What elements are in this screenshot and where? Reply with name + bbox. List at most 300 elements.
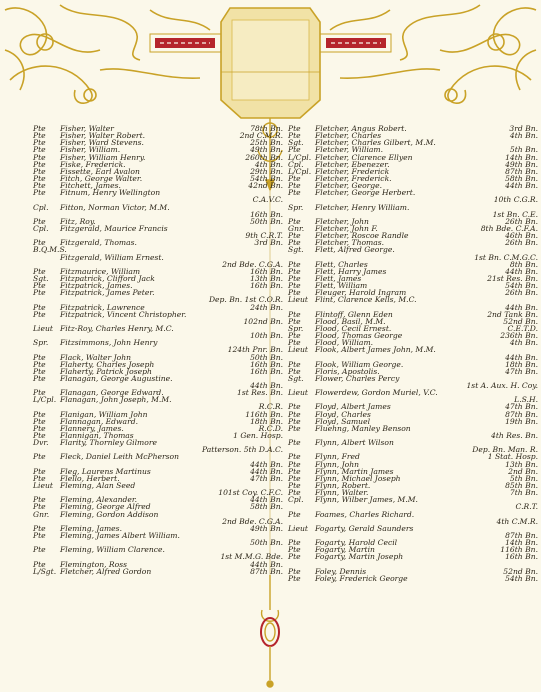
entry-name: Fletcher, Charles Gilbert, M.M.	[315, 138, 436, 148]
entry-name: Flynn, Michael Joseph	[315, 473, 401, 483]
roll-entry	[288, 496, 538, 503]
entry-rank: Pte	[33, 166, 46, 176]
entry-name: Fitton, Norman Victor, M.M.	[60, 202, 170, 212]
entry-rank: Pte	[288, 573, 301, 583]
entry-rank: Pte	[288, 438, 301, 448]
entry-name: Fleming, Alexander.	[60, 495, 138, 505]
entry-rank: Pte	[288, 338, 301, 348]
entry-name: Fleming, Gordon Addison	[60, 509, 159, 519]
entry-rank: Pte	[288, 481, 301, 491]
entry-unit: 13th Bn.	[505, 459, 538, 469]
entry-unit: 50th Bn.	[250, 538, 283, 548]
entry-rank: Spr.	[288, 202, 304, 212]
entry-rank: Pte	[288, 231, 301, 241]
entry-rank: Dvr.	[33, 438, 49, 448]
entry-rank: Pte	[288, 359, 301, 369]
central-plaque	[221, 8, 320, 118]
entry-name: Flood, William.	[315, 338, 374, 348]
entry-name: Floris, Apostolis.	[315, 366, 380, 376]
entry-unit: 4th C.M.R.	[496, 516, 538, 526]
entry-name: Fogarty, Harold Cecil	[315, 538, 398, 548]
entry-rank: L/Cpl.	[33, 395, 57, 405]
entry-name: Fletcher, George.	[315, 181, 383, 191]
entry-name: Fleming, George Alfred	[60, 502, 151, 512]
entry-unit: 16th Bn.	[250, 209, 283, 219]
entry-name: Flett, Alfred George.	[315, 245, 395, 255]
entry-unit: 4th Bn.	[509, 131, 538, 141]
entry-name: Fogarty, Martin Joseph	[315, 552, 404, 562]
entry-rank: Pte	[33, 423, 46, 433]
entry-rank: Pte	[288, 281, 301, 291]
entry-name: Flett, Harry James	[315, 266, 387, 276]
entry-unit: 2nd Bde. C.G.A.	[222, 259, 283, 269]
entry-unit: 2nd C.M.R.	[239, 131, 283, 141]
entry-name: Foley, Frederick George	[315, 573, 408, 583]
roll-entry	[288, 553, 538, 560]
entry-name: Fissette, Earl Avalon	[60, 166, 140, 176]
entry-unit: 87th Bn.	[250, 566, 283, 576]
entry-rank: Pte	[288, 538, 301, 548]
entry-unit: 24th Bn.	[250, 302, 283, 312]
entry-rank: Pte	[288, 238, 301, 248]
entry-name: Fleming, Alan Seed	[60, 481, 136, 491]
entry-rank: Pte	[288, 545, 301, 555]
entry-name: Fisher, William Henry.	[60, 152, 146, 162]
entry-rank: Lieut	[288, 345, 308, 355]
entry-unit: C.R.T.	[515, 502, 538, 512]
entry-unit: 1st Bn. C.E.	[492, 209, 538, 219]
left-column	[33, 125, 283, 575]
entry-name: Floyd, Charles	[315, 409, 371, 419]
entry-rank: Pte	[33, 188, 46, 198]
entry-name: Fletcher, John F.	[315, 223, 378, 233]
entry-unit: 78th Bn.	[250, 124, 283, 133]
roll-entry	[33, 375, 283, 382]
entry-unit: 58th Bn.	[250, 502, 283, 512]
entry-rank: Pte	[288, 259, 301, 269]
entry-rank: Pte	[33, 152, 46, 162]
entry-name: Fitz-Roy, Charles Henry, M.C.	[60, 323, 174, 333]
entry-name: Flynn, Wilber James, M.M.	[315, 495, 418, 505]
entry-rank: Pte	[33, 388, 46, 398]
entry-name: Fitch, George Walter.	[60, 173, 143, 183]
entry-unit: 236th Bn.	[500, 331, 538, 341]
entry-unit: 1st Bn. C.M.G.C.	[474, 252, 538, 262]
entry-name: Fletcher, Clarence Ellyen	[315, 152, 413, 162]
entry-unit: Patterson. 5th D.A.C.	[202, 445, 283, 455]
entry-name: Flynn, John	[315, 459, 359, 469]
entry-unit: 116th Bn.	[245, 409, 283, 419]
entry-name: Fitzgerald, William Ernest.	[60, 252, 164, 262]
entry-unit: 47th Bn.	[505, 402, 538, 412]
entry-unit: 19th Bn.	[505, 416, 538, 426]
entry-unit: 14th Bn.	[505, 538, 538, 548]
roll-entry	[33, 453, 283, 460]
entry-unit: 16th Bn.	[250, 366, 283, 376]
entry-rank: Pte	[288, 366, 301, 376]
entry-unit: 116th Bn.	[500, 545, 538, 555]
entry-rank: Pte	[33, 131, 46, 141]
entry-rank: Pte	[288, 331, 301, 341]
right-scroll-ornament	[330, 5, 536, 103]
entry-unit: 87th Bn.	[505, 409, 538, 419]
bottom-pendant-ornament	[261, 575, 279, 687]
entry-unit: 4th Bn.	[254, 159, 283, 169]
entry-unit: 124th Pnr. Bn.	[227, 345, 283, 355]
entry-name: Fitzmaurice, William	[60, 266, 141, 276]
entry-rank: Gnr.	[288, 223, 305, 233]
entry-rank: Pte	[288, 452, 301, 462]
entry-rank: Pte	[288, 566, 301, 576]
entry-name: Flaherty, Charles Joseph	[60, 359, 155, 369]
entry-unit: 1st A. Aux. H. Coy.	[466, 381, 538, 391]
entry-name: Fletcher, Henry William.	[315, 202, 410, 212]
entry-rank: Pte	[288, 409, 301, 419]
entry-rank: Pte	[33, 238, 46, 248]
entry-unit: 102nd Bn.	[243, 316, 283, 326]
entry-name: Fletcher, Frederick.	[315, 173, 392, 183]
entry-name: Flynn, Martin James	[315, 466, 394, 476]
entry-name: Fitzpatrick, Clifford Jack	[60, 273, 155, 283]
entry-name: Fluehng, Manley Benson	[315, 423, 411, 433]
entry-name: Flood, Cecil Ernest.	[315, 323, 392, 333]
entry-rank: Pte	[33, 416, 46, 426]
entry-rank: Pte	[288, 316, 301, 326]
entry-unit: 4th Bn.	[509, 338, 538, 348]
entry-unit: 58th Bn.	[505, 173, 538, 183]
entry-name: Flowerdew, Gordon Muriel, V.C.	[315, 388, 438, 398]
entry-unit: 16th Bn.	[505, 552, 538, 562]
entry-name: Fisher, Walter Robert.	[60, 131, 146, 141]
entry-rank: Pte	[33, 431, 46, 441]
entry-unit: 8th Bde. C.F.A.	[480, 223, 538, 233]
entry-unit: C.A.V.C.	[252, 195, 283, 205]
entry-rank: Pte	[33, 466, 46, 476]
entry-rank: Pte	[288, 124, 301, 133]
entry-rank: Pte	[288, 423, 301, 433]
entry-unit: 1st Res. Bn.	[236, 388, 283, 398]
entry-unit: 5th Bn.	[509, 473, 538, 483]
entry-rank: Pte	[288, 266, 301, 276]
entry-rank: Pte	[33, 495, 46, 505]
roll-entry	[33, 325, 283, 332]
entry-name: Fitzpatrick, James Peter.	[60, 288, 155, 298]
entry-name: Flanagan, George Edward.	[60, 388, 164, 398]
entry-unit: 47th Bn.	[250, 473, 283, 483]
entry-name: Fitchett, James.	[60, 181, 121, 191]
entry-name: Flynn, Albert Wilson	[315, 438, 394, 448]
entry-name: Fletcher, Roscoe Randle	[315, 231, 409, 241]
entry-unit: 44th Bn.	[250, 381, 283, 391]
entry-name: Flood, Thomas George	[315, 331, 403, 341]
entry-unit: 3rd Bn.	[254, 238, 283, 248]
right-column	[288, 125, 538, 582]
entry-rank: Pte	[33, 473, 46, 483]
entry-name: Fitnum, Henry Wellington	[60, 188, 161, 198]
entry-unit: L.S.H.	[514, 395, 538, 405]
entry-rank: Pte	[288, 216, 301, 226]
entry-unit: 26th Bn.	[505, 288, 538, 298]
entry-name: Fletcher, Angus Robert.	[315, 124, 407, 133]
entry-unit: 21st Res. Bn.	[487, 273, 538, 283]
entry-unit: 4th Res. Bn.	[490, 431, 538, 441]
entry-unit: 44th Bn.	[250, 459, 283, 469]
entry-rank: Sgt.	[33, 273, 49, 283]
roll-entry	[288, 525, 538, 532]
entry-unit: 26th Bn.	[505, 238, 538, 248]
entry-rank: Pte	[33, 173, 46, 183]
entry-unit: 54th Bn.	[250, 173, 283, 183]
entry-rank: Sgt.	[288, 138, 304, 148]
entry-unit: 16th Bn.	[250, 359, 283, 369]
entry-rank: Cpl.	[33, 202, 49, 212]
entry-rank: Pte	[288, 145, 301, 155]
entry-unit: Dep. Bn. Man. R.	[472, 445, 538, 455]
entry-rank: Pte	[288, 402, 301, 412]
entry-unit: 25th Bn.	[250, 138, 283, 148]
entry-name: Fletcher, John	[315, 216, 369, 226]
entry-unit: C.E.T.D.	[507, 323, 538, 333]
entry-rank: Pte	[33, 352, 46, 362]
entry-unit: 44th Bn.	[505, 302, 538, 312]
entry-unit: 54th Bn.	[505, 281, 538, 291]
entry-rank: Pte	[33, 302, 46, 312]
entry-name: Flynn, Fred	[315, 452, 360, 462]
entry-name: Fleuger, Harold Ingram	[315, 288, 407, 298]
entry-unit: 44th Bn.	[505, 181, 538, 191]
entry-rank: Pte	[33, 181, 46, 191]
roll-entry	[288, 575, 538, 582]
entry-name: Flemington, Ross	[60, 559, 127, 569]
entry-unit: 47th Bn.	[505, 366, 538, 376]
entry-rank: Pte	[33, 545, 46, 555]
entry-unit: 29th Bn.	[250, 166, 283, 176]
entry-unit: 10th C.G.R.	[493, 195, 538, 205]
entry-unit: 49th Bn.	[250, 145, 283, 155]
roll-entry	[33, 568, 283, 575]
entry-name: Flanagan, George Augustine.	[60, 373, 173, 383]
roll-entry	[288, 346, 538, 353]
entry-unit: 1 Stat. Hosp.	[487, 452, 538, 462]
entry-rank: Sgt.	[288, 373, 304, 383]
entry-name: Flynn, Walter.	[315, 488, 369, 498]
entry-name: Foley, Dennis	[315, 566, 367, 576]
entry-unit: 50th Bn.	[250, 216, 283, 226]
entry-unit: 49th Bn.	[505, 159, 538, 169]
entry-name: Flower, Charles Percy	[315, 373, 400, 383]
entry-name: Flarity, Thornley Gilmore	[60, 438, 157, 448]
entry-unit: 9th C.R.T.	[245, 231, 283, 241]
entry-unit: R.C.D.	[258, 423, 283, 433]
entry-rank: Pte	[33, 288, 46, 298]
entry-rank: Pte	[288, 188, 301, 198]
entry-rank: Pte	[33, 452, 46, 462]
entry-name: Floyd, Samuel	[315, 416, 370, 426]
entry-unit: 101st Coy. C.F.C.	[218, 488, 283, 498]
entry-name: Flood, Basil, M.M.	[315, 316, 386, 326]
entry-name: Fogarty, Gerald Saunders	[315, 523, 414, 533]
entry-rank: Cpl.	[288, 159, 304, 169]
entry-unit: 44th Bn.	[505, 266, 538, 276]
entry-rank: Pte	[33, 281, 46, 291]
entry-unit: 42nd Bn.	[248, 181, 283, 191]
entry-unit: 14th Bn.	[505, 152, 538, 162]
entry-rank: Spr.	[288, 323, 304, 333]
entry-name: Fisher, Walter	[60, 124, 114, 133]
entry-name: Fletcher, William.	[315, 145, 384, 155]
entry-rank: B.Q.M.S.	[33, 245, 67, 255]
entry-rank: Pte	[33, 523, 46, 533]
entry-name: Fitzpatrick, James.	[60, 281, 133, 291]
entry-name: Fisher, Ward Stevens.	[60, 138, 144, 148]
roll-entry	[33, 396, 283, 403]
entry-rank: Pte	[33, 138, 46, 148]
entry-name: Fletcher, Frederick	[315, 166, 390, 176]
entry-name: Fletcher, Thomas.	[315, 238, 385, 248]
entry-rank: Spr.	[33, 338, 49, 348]
entry-unit: 44th Bn.	[250, 495, 283, 505]
entry-rank: Pte	[33, 531, 46, 541]
entry-rank: Sgt.	[288, 245, 304, 255]
entry-name: Flintoff, Glenn Eden	[315, 309, 393, 319]
entry-rank: Pte	[33, 359, 46, 369]
roll-entry	[33, 532, 283, 539]
entry-rank: L/Cpl.	[288, 152, 312, 162]
entry-rank: L/Sgt.	[33, 566, 57, 576]
entry-unit: 3rd Bn.	[509, 124, 538, 133]
entry-name: Flynn, Robert.	[315, 481, 371, 491]
entry-name: Flaherty, Patrick Joseph	[60, 366, 152, 376]
entry-name: Fleg, Laurens Martinus	[60, 466, 151, 476]
entry-name: Fletcher, Alfred Gordon	[60, 566, 152, 576]
entry-unit: Dep. Bn. 1st C.O.R.	[208, 295, 283, 305]
entry-name: Fleming, James Albert William.	[60, 531, 180, 541]
entry-name: Flett, Charles	[315, 259, 368, 269]
entry-name: Fleming, William Clarence.	[60, 545, 165, 555]
roll-entry	[288, 296, 538, 303]
entry-rank: Pte	[288, 173, 301, 183]
entry-unit: 26th Bn.	[505, 216, 538, 226]
entry-rank: Pte	[33, 559, 46, 569]
entry-rank: Lieut	[288, 523, 308, 533]
entry-rank: Pte	[288, 509, 301, 519]
entry-name: Fitzgerald, Thomas.	[60, 238, 137, 248]
entry-unit: 260th Bn.	[245, 152, 283, 162]
entry-unit: 1st M.M.G. Bde.	[220, 552, 283, 562]
entry-name: Flannery, James.	[60, 423, 124, 433]
entry-rank: Pte	[288, 466, 301, 476]
entry-rank: Lieut	[33, 323, 53, 333]
entry-name: Fletcher, Ebenezer.	[315, 159, 390, 169]
entry-unit: 7th Bn.	[509, 488, 538, 498]
entry-rank: Gnr.	[33, 509, 50, 519]
entry-unit: 46th Bn.	[505, 231, 538, 241]
entry-rank: Lieut	[33, 481, 53, 491]
roll-entry	[33, 189, 283, 196]
entry-unit: 18th Bn.	[250, 416, 283, 426]
entry-name: Fitzpatrick, Vincent Christopher.	[60, 309, 187, 319]
entry-unit: 13th Bn.	[250, 273, 283, 283]
entry-name: Flett, William	[315, 281, 368, 291]
entry-rank: Cpl.	[288, 495, 304, 505]
entry-rank: Pte	[33, 145, 46, 155]
entry-name: Flook, Albert James John, M.M.	[315, 345, 436, 355]
entry-rank: Pte	[288, 552, 301, 562]
entry-name: Flint, Clarence Kells, M.C.	[315, 295, 417, 305]
entry-name: Fitzgerald, Maurice Francis	[60, 223, 168, 233]
entry-rank: Pte	[288, 273, 301, 283]
entry-rank: Pte	[288, 459, 301, 469]
entry-name: Fleming, James.	[60, 523, 122, 533]
entry-rank: L/Cpl.	[288, 166, 312, 176]
roll-entry	[33, 204, 283, 211]
entry-unit: 54th Bn.	[505, 573, 538, 583]
roll-entry	[33, 239, 283, 246]
entry-name: Flannagan, Edward.	[60, 416, 138, 426]
entry-name: Fisher, William.	[60, 145, 121, 155]
entry-unit: 85th Bn.	[505, 481, 538, 491]
entry-name: Fletcher, Charles	[315, 131, 382, 141]
entry-rank: Pte	[33, 366, 46, 376]
entry-unit: 2nd Tank Bn.	[487, 309, 538, 319]
entry-rank: Pte	[288, 473, 301, 483]
entry-rank: Pte	[33, 409, 46, 419]
entry-unit: 52nd Bn.	[503, 566, 538, 576]
entry-rank: Pte	[288, 288, 301, 298]
entry-unit: 18th Bn.	[505, 359, 538, 369]
entry-name: Floyd, Albert James	[315, 402, 391, 412]
entry-rank: Pte	[33, 502, 46, 512]
entry-name: Foames, Charles Richard.	[315, 509, 415, 519]
entry-rank: Pte	[288, 131, 301, 141]
entry-rank: Pte	[288, 488, 301, 498]
entry-rank: Pte	[33, 373, 46, 383]
entry-rank: Lieut	[288, 295, 308, 305]
entry-unit: 52nd Bn.	[503, 316, 538, 326]
entry-unit: 16th Bn.	[250, 281, 283, 291]
entry-unit: 87th Bn.	[505, 531, 538, 541]
entry-rank: Pte	[288, 181, 301, 191]
entry-name: Fiske, Frederick.	[60, 159, 126, 169]
entry-rank: Pte	[33, 266, 46, 276]
entry-name: Fitz, Roy.	[60, 216, 96, 226]
entry-rank: Pte	[288, 416, 301, 426]
entry-name: Fletcher, George Herbert.	[315, 188, 416, 198]
entry-rank: Pte	[33, 124, 46, 133]
entry-rank: Cpl.	[33, 223, 49, 233]
entry-unit: 8th Bn.	[509, 259, 538, 269]
entry-unit: R.C.R.	[258, 402, 283, 412]
entry-unit: 44th Bn.	[505, 352, 538, 362]
entry-name: Flett, James	[315, 273, 362, 283]
entry-rank: Pte	[33, 309, 46, 319]
entry-name: Flanigan, William John	[60, 409, 148, 419]
entry-unit: 2nd Bde. C.G.A.	[222, 516, 283, 526]
entry-unit: 10th Bn.	[250, 331, 283, 341]
entry-unit: 1 Gen. Hosp.	[233, 431, 283, 441]
entry-unit: 49th Bn.	[250, 523, 283, 533]
entry-unit: 87th Bn.	[505, 166, 538, 176]
entry-name: Fleck, Daniel Leith McPherson	[60, 452, 179, 462]
entry-unit: 5th Bn.	[509, 145, 538, 155]
roll-entry	[288, 389, 538, 396]
entry-name: Flack, Walter John	[60, 352, 131, 362]
entry-name: Flello, Herbert.	[60, 473, 120, 483]
entry-unit: 44th Bn.	[250, 559, 283, 569]
entry-name: Flannigan, Thomas	[60, 431, 134, 441]
entry-name: Fitzsimmons, John Henry	[60, 338, 158, 348]
entry-rank: Pte	[288, 309, 301, 319]
